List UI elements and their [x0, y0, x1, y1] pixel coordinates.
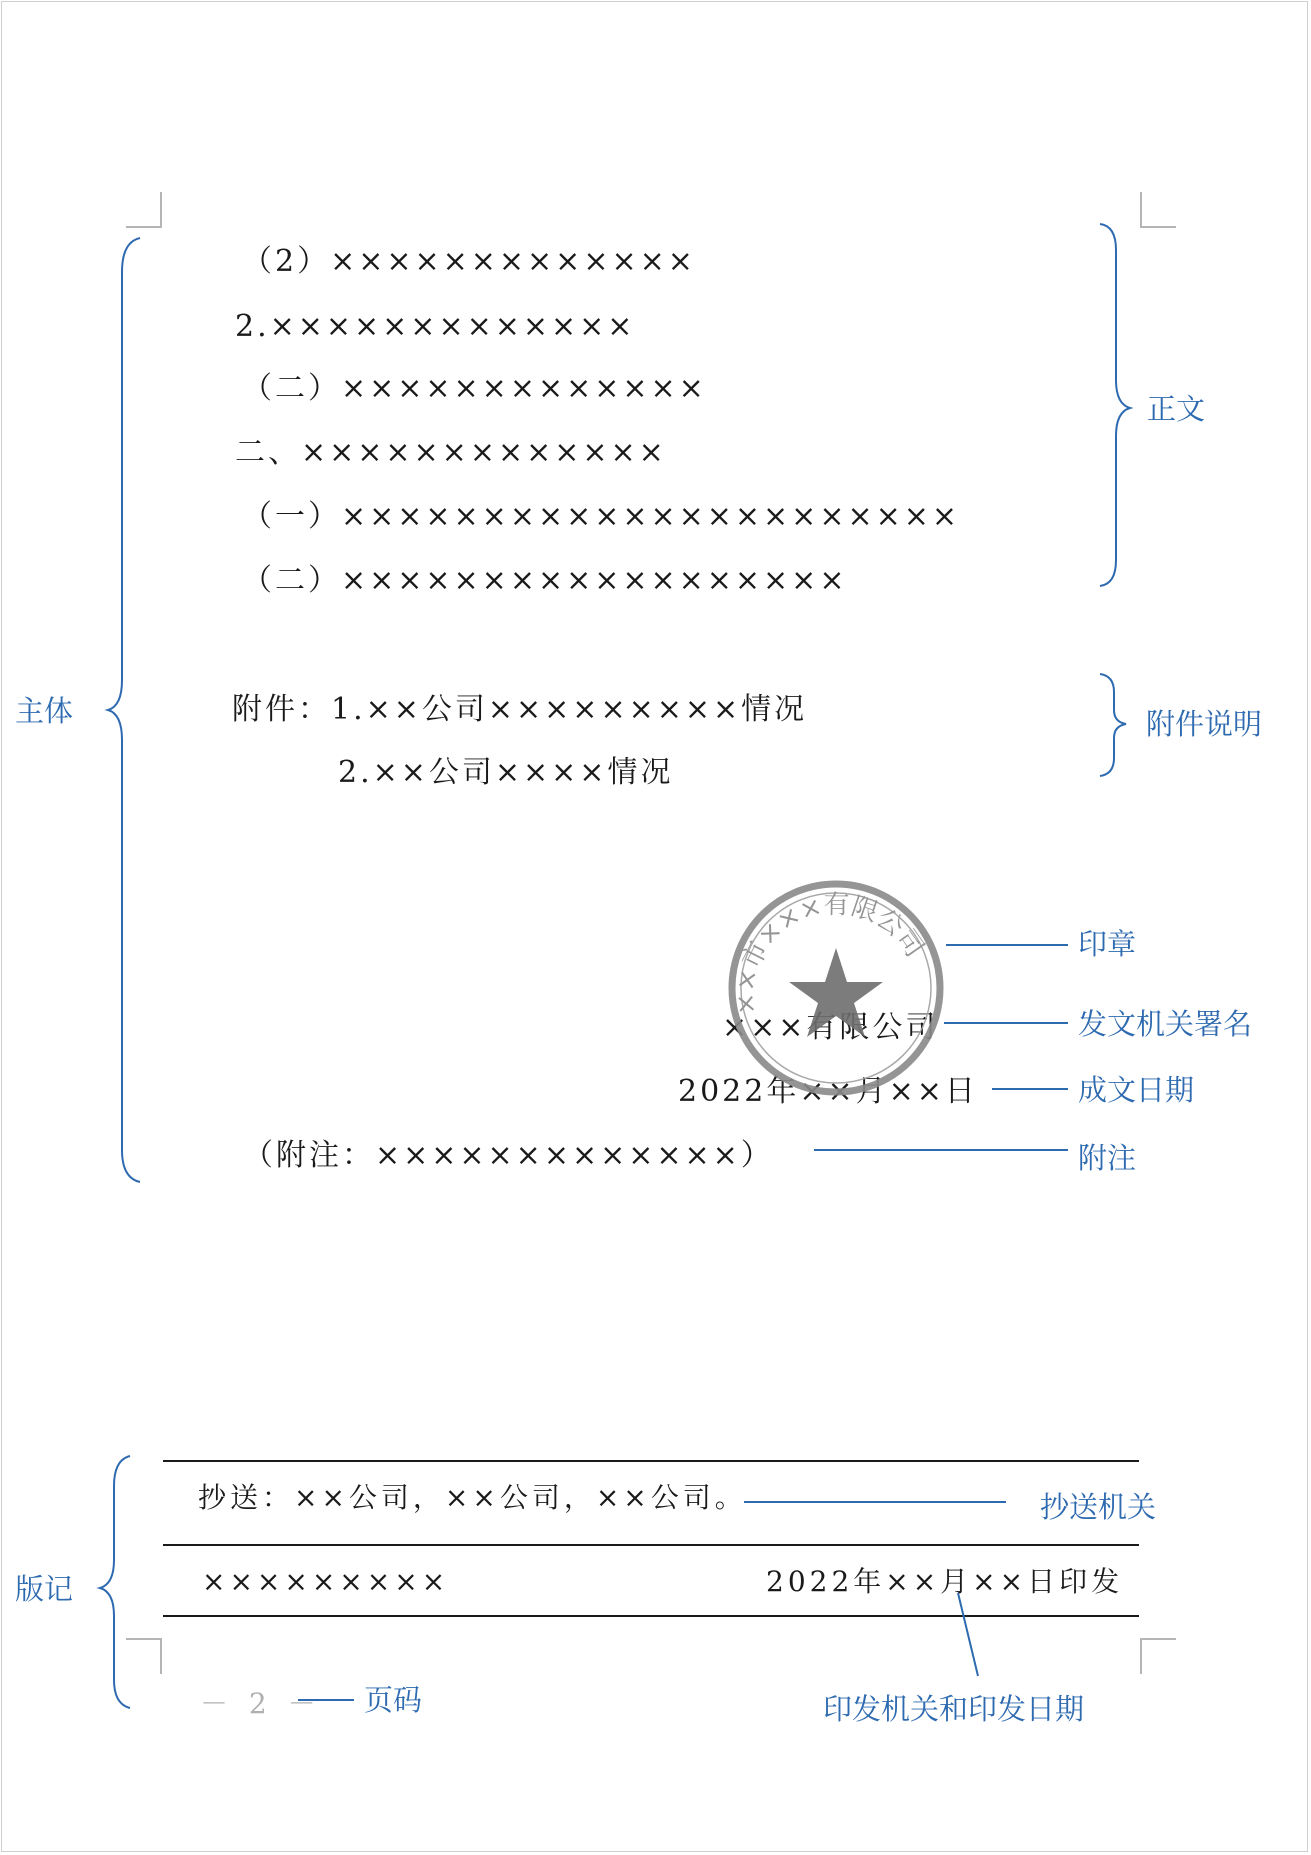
issuer-signature: ×××有限公司 [722, 1010, 939, 1045]
cc-line: 抄送：××公司，××公司，××公司。 [198, 1481, 747, 1514]
body-line-2: 2.××××××××××××× [235, 309, 636, 344]
attachment-line-2: 2.××公司××××情况 [338, 755, 674, 790]
attachment-line-1: 附件：1.××公司×××××××××情况 [232, 692, 808, 727]
body-line-5: （一）×××××××××××××××××××××× [242, 499, 961, 534]
label-page-num: 页码 [364, 1683, 423, 1717]
document-date: 2022年××月××日 [678, 1074, 978, 1109]
body-line-4: 二、××××××××××××× [235, 435, 667, 470]
body-line-3: （二）××××××××××××× [242, 371, 707, 406]
label-colophon: 版记 [15, 1572, 74, 1606]
label-note: 附注 [1078, 1141, 1137, 1175]
label-attachment-desc: 附件说明 [1146, 707, 1263, 741]
note-line: （附注：×××××××××××××） [243, 1138, 774, 1173]
label-date: 成文日期 [1078, 1073, 1195, 1107]
leader-print [958, 1593, 978, 1676]
body-line-1: （2）××××××××××××× [242, 244, 696, 279]
seal-ring-text: ××市×××有限公司 [730, 890, 930, 1017]
printing-org: ××××××××× [202, 1565, 450, 1598]
page-number: － 2 － [200, 1687, 322, 1720]
label-seal: 印章 [1078, 927, 1137, 961]
brace-colophon [100, 1456, 130, 1708]
brace-body [108, 238, 140, 1182]
label-cc-org: 抄送机关 [1040, 1490, 1157, 1524]
brace-main-text [1100, 224, 1130, 586]
seal-stamp [730, 884, 940, 1092]
seal-star [789, 948, 883, 1037]
print-date: 2022年××月××日印发 [766, 1565, 1124, 1598]
body-line-6: （二）×××××××××××××××××× [242, 563, 848, 598]
label-print-org-date: 印发机关和印发日期 [823, 1692, 1085, 1726]
label-main-text: 正文 [1147, 392, 1206, 426]
brace-attachment [1100, 674, 1126, 776]
label-issuer-signature: 发文机关署名 [1078, 1007, 1253, 1041]
label-body: 主体 [15, 694, 74, 728]
